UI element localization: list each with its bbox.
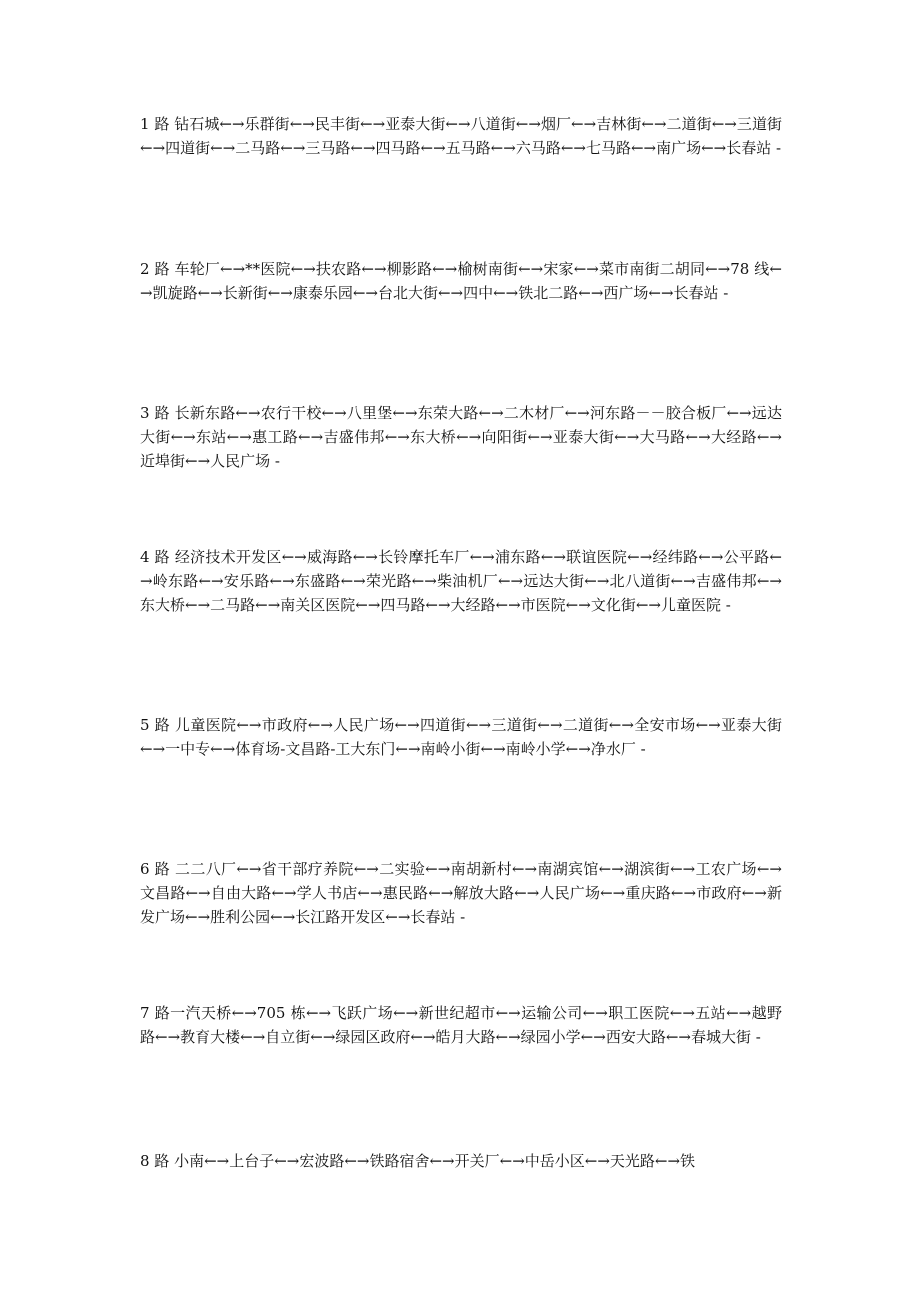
- route-7-paragraph: 7 路一汽天桥←→705 栋←→飞跃广场←→新世纪超市←→运输公司←→职工医院←→五站←→越野路←→教育大楼←→自立街←→绿园区政府←→皓月大路←→绿园小学←→西安大路←→春城大街 -: [140, 1004, 782, 1046]
- route-6-paragraph: 6 路 二二八厂←→省干部疗养院←→二实验←→南胡新村←→南湖宾馆←→湖滨街←→工农广场←→文昌路←→自由大路←→学人书店←→惠民路←→解放大路←→人民广场←→重庆路←→市政府←→新发广场←→胜利公园←→长江路开发区←→长春站 -: [140, 860, 782, 926]
- route-8-paragraph: 8 路 小南←→上台子←→宏波路←→铁路宿舍←→开关厂←→中岳小区←→天光路←→铁: [140, 1152, 696, 1170]
- route-5-paragraph: 5 路 儿童医院←→市政府←→人民广场←→四道街←→三道街←→二道街←→全安市场←→亚泰大街←→一中专←→体育场-文昌路-工大东门←→南岭小街←→南岭小学←→净水厂 -: [140, 716, 782, 758]
- route-2-paragraph: 2 路 车轮厂←→**医院←→扶农路←→柳影路←→榆树南街←→宋家←→菜市南街二胡同←→78 线←→凯旋路←→长新街←→康泰乐园←→台北大街←→四中←→铁北二路←→西广场←→长春站 -: [140, 260, 782, 302]
- route-3-paragraph: 3 路 长新东路←→农行干校←→八里堡←→东荣大路←→二木材厂←→河东路－－胶合板厂←→远达大街←→东站←→惠工路←→吉盛伟邦←→东大桥←→向阳街←→亚泰大街←→大马路←→大经路←→近埠街←→人民广场 -: [140, 404, 782, 470]
- route-1-paragraph: 1 路 钻石城←→乐群街←→民丰街←→亚泰大街←→八道街←→烟厂←→吉林街←→二道街←→三道街←→四道街←→二马路←→三马路←→四马路←→五马路←→六马路←→七马路←→南广场←→长春站 -: [140, 115, 782, 157]
- route-4-paragraph: 4 路 经济技术开发区←→威海路←→长铃摩托车厂←→浦东路←→联谊医院←→经纬路←→公平路←→岭东路←→安乐路←→东盛路←→荣光路←→柴油机厂←→远达大街←→北八道街←→吉盛伟邦←→东大桥←→二马路←→南关区医院←→四马路←→大经路←→市医院←→文化街←→儿童医院 -: [140, 548, 782, 614]
